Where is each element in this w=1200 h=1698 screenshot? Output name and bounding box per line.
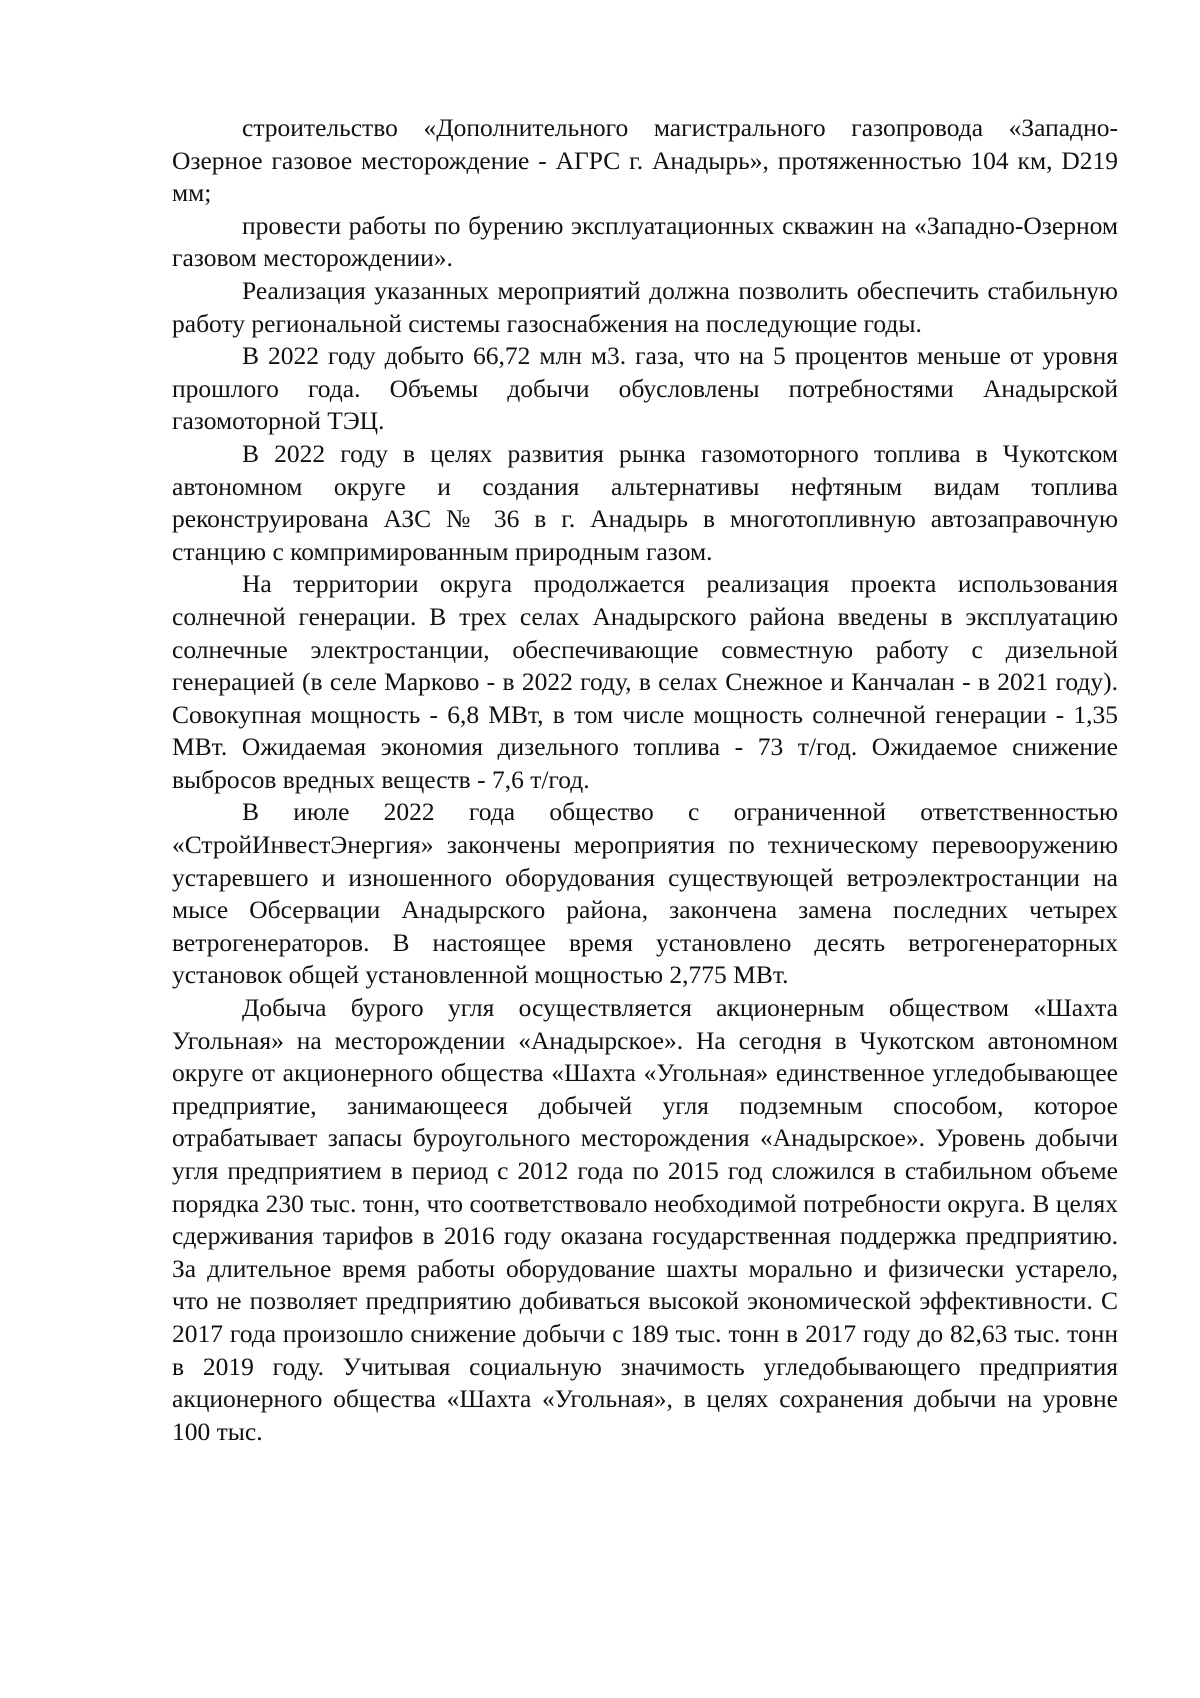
paragraph-gas-supply-stability: Реализация указанных мероприятий должна позволить обеспечить стабильную работу региональной системы газоснабжения на последующие годы. (172, 275, 1118, 338)
paragraph-solar-generation: На территории округа продолжается реализация проекта использования солнечной генерации. В трех селах Анадырского района введены в эксплуатацию солнечные электростанции, обеспечивающие совместную работу с дизельной генерацией (в селе Марково - в 2022 году, в селах Снежное и Канчалан - в 2021 году). Совокупная мощность - 6,8 МВт, в том числе мощность солнечной генерации - 1,35 МВт. Ожидаемая экономия дизельного топлива - 73 т/год. Ожидаемое снижение выбросов вредных веществ - 7,6 т/год. (172, 569, 1118, 794)
paragraph-well-drilling: провести работы по бурению эксплуатационных скважин на «Западно-Озерном газовом месторождении». (172, 210, 1118, 273)
document-body (172, 112, 1118, 1448)
paragraph-gas-pipeline-construction: строительство «Дополнительного магистрального газопровода «Западно-Озерное газовое месторождение - АГРС г. Анадырь», протяженностью 104 км, D219 мм; (172, 113, 1118, 208)
paragraph-coal-mining: Добыча бурого угля осуществляется акционерным обществом «Шахта Угольная» на месторождении «Анадырское». На сегодня в Чукотском автономном округе от акционерного общества «Шахта «Угольная» единственное угледобывающее предприятие, занимающееся добычей угля подземным способом, которое отрабатывает запасы буроугольного месторождения «Анадырское». Уровень добычи угля предприятием в период с 2012 года по 2015 год сложился в стабильном объеме порядка 230 тыс. тонн, что соответствовало необходимой потребности округа. В целях сдерживания тарифов в 2016 году оказана государственная поддержка предприятию. За длительное время работы оборудование шахты морально и физически устарело, что не позволяет предприятию добиваться высокой экономической эффективности. С 2017 года произошло снижение добычи с 189 тыс. тонн в 2017 году до 82,63 тыс. тонн в 2019 году. Учитывая социальную значимость угледобывающего предприятия акционерного общества «Шахта «Угольная», в целях сохранения добычи на уровне 100 тыс. (172, 993, 1118, 1446)
paragraph-gas-production-2022: В 2022 году добыто 66,72 млн м3. газа, что на 5 процентов меньше от уровня прошлого года. Объемы добычи обусловлены потребностями Анадырской газомоторной ТЭЦ. (172, 341, 1118, 436)
paragraph-wind-power-station: В июле 2022 года общество с ограниченной ответственностью «СтройИнвестЭнергия» закончены мероприятия по техническому перевооружению устаревшего и изношенного оборудования существующей ветроэлектростанции на мысе Обсервации Анадырского района, закончена замена последних четырех ветрогенераторов. В настоящее время установлено десять ветрогенераторных установок общей установленной мощностью 2,775 МВт. (172, 797, 1118, 990)
paragraph-gas-fuel-station: В 2022 году в целях развития рынка газомоторного топлива в Чукотском автономном округе и создания альтернативы нефтяным видам топлива реконструирована АЗС № 36 в г. Анадырь в многотопливную автозаправочную станцию с компримированным природным газом. (172, 438, 1118, 566)
